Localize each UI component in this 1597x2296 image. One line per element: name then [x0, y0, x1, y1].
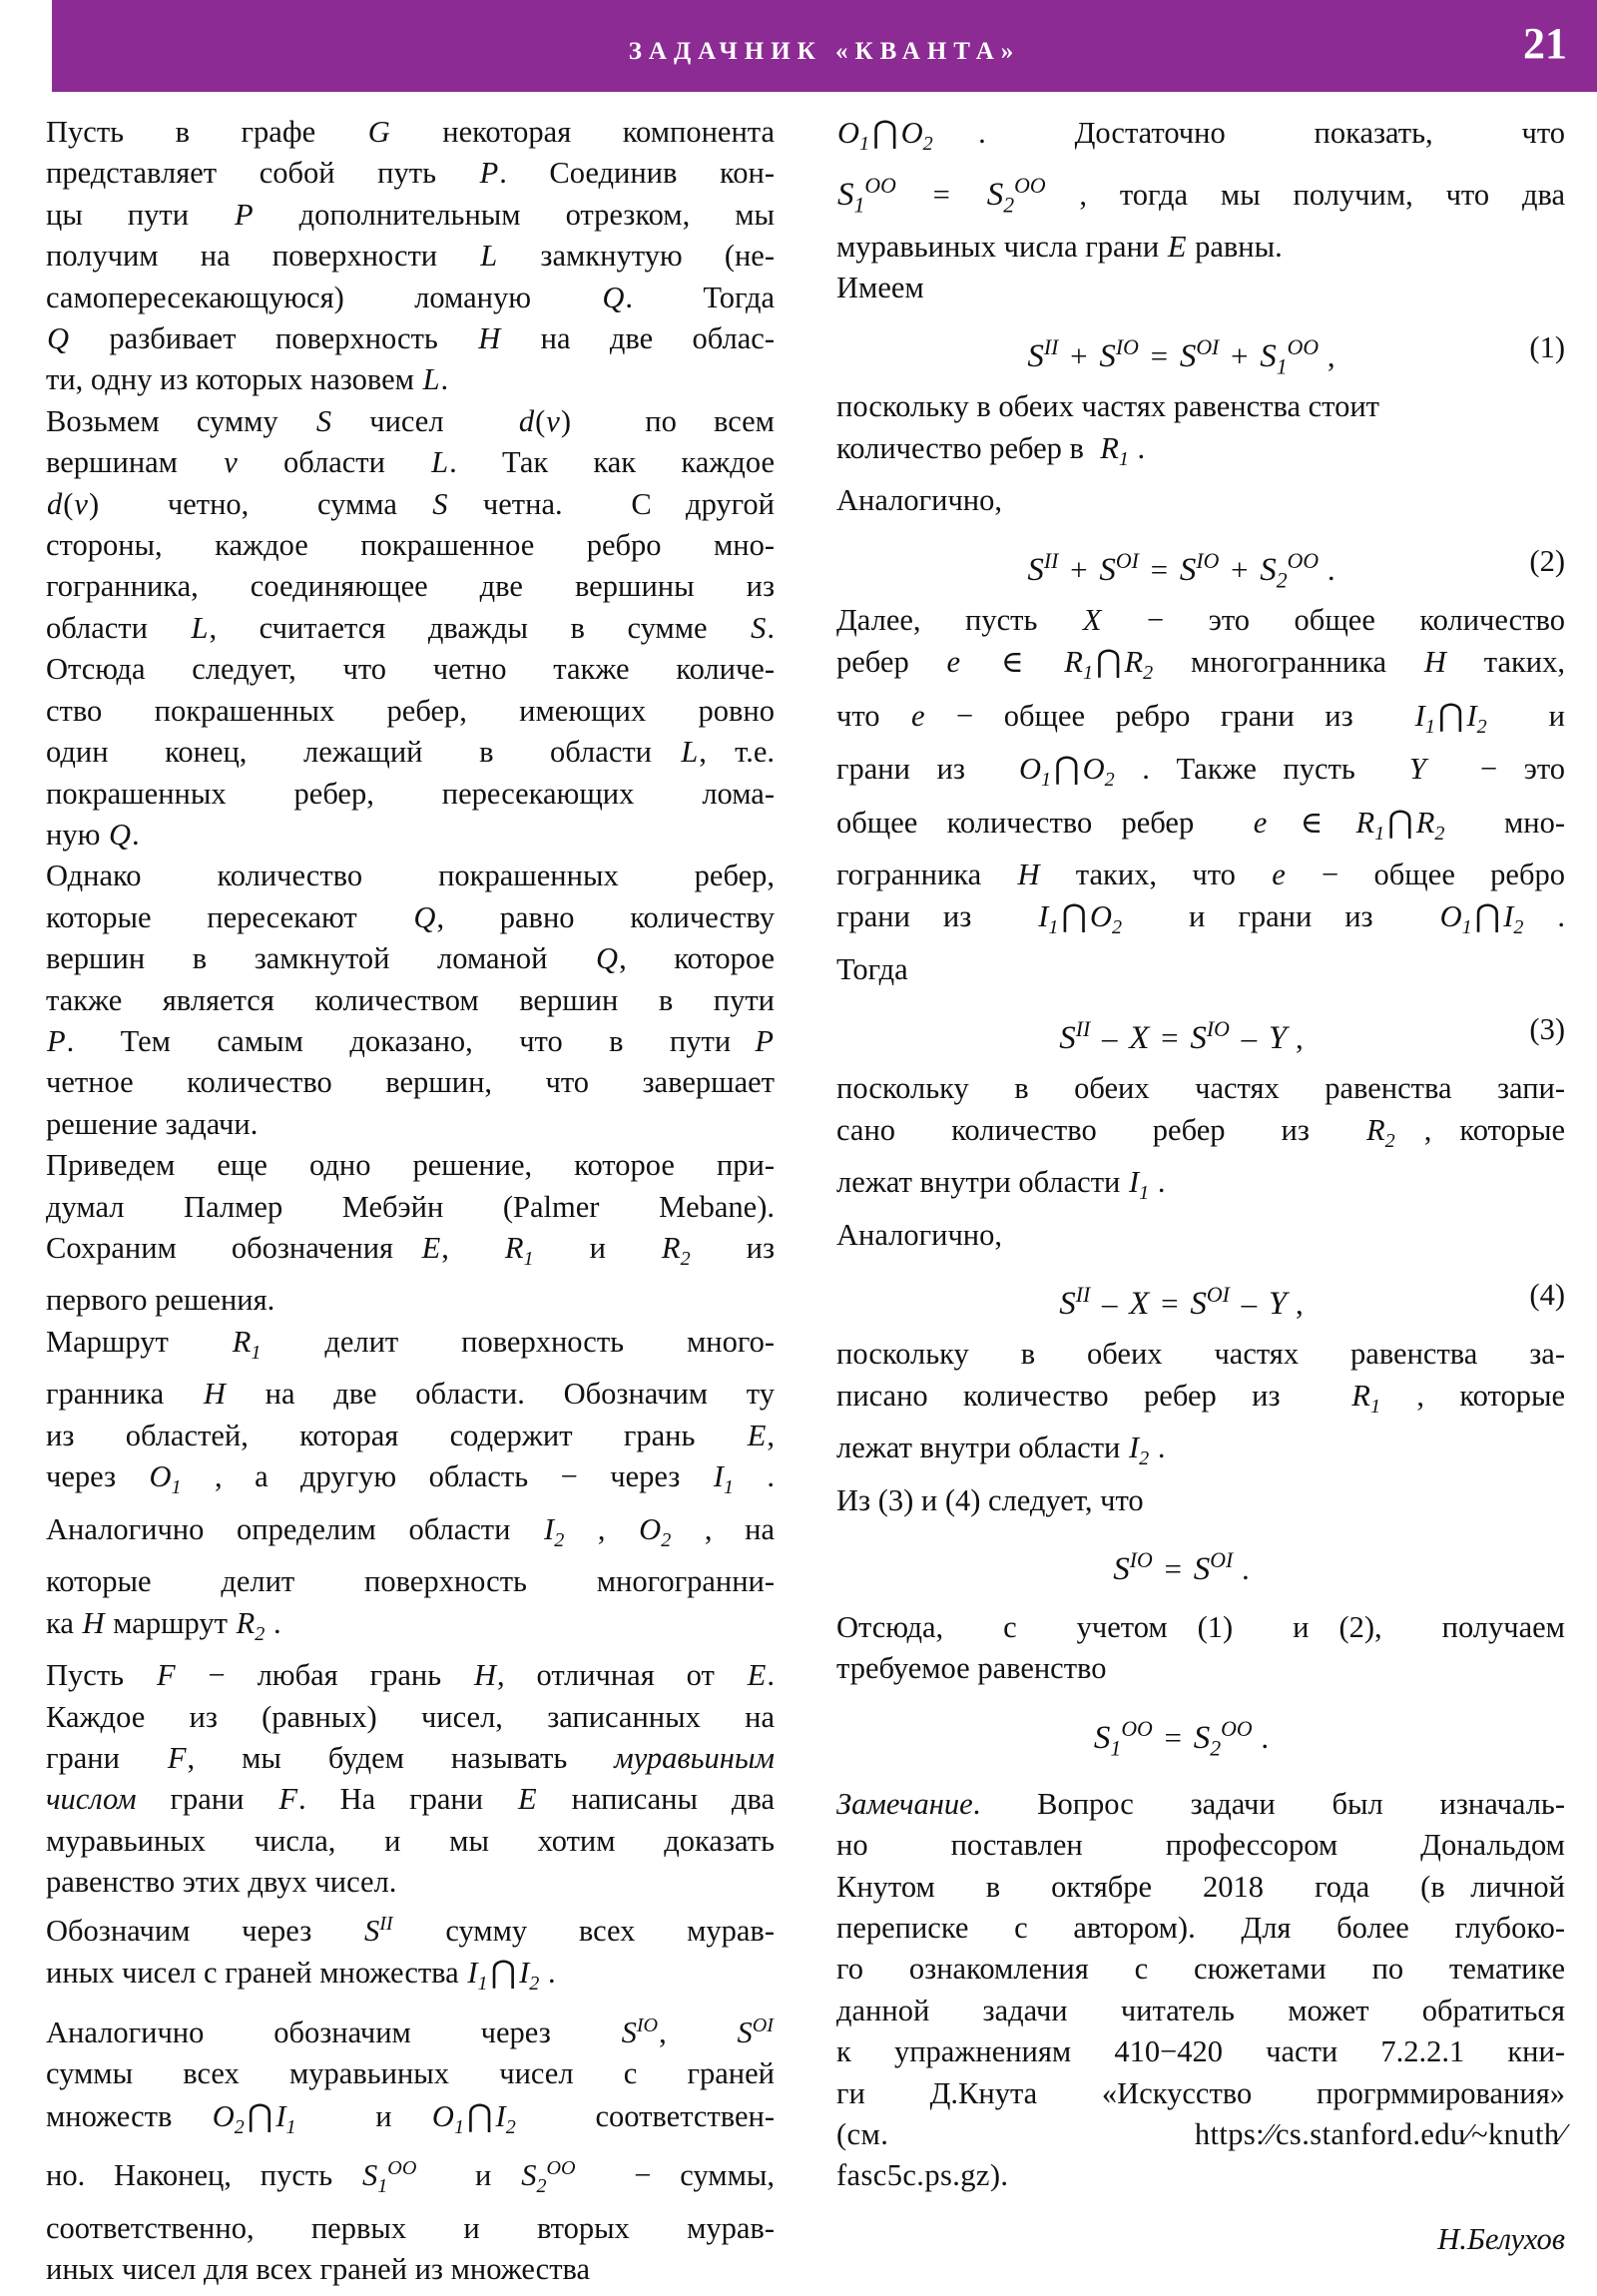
after-eq5-line2: требуемое равенство — [836, 1651, 1107, 1686]
paragraph-6: Пусть F − любая грань H, отличная от E. Каждое из (равных) чисел, записанных на грани F, мы будем называть муравьиным числом грани F. На грани E написаны два муравьиных числа, и мы хотим доказать равенство этих двух чисел. — [46, 1658, 775, 1900]
equation-3-body: $S^{II} - X = S^{IO} - Y$ , — [1059, 1017, 1304, 1057]
paragraph-9: $O_1⋂O_2$ . Достаточно показать, что $S_1^{OO} = S_2^{OO}$ , тогда мы получим, что два муравьиных числа грани E равны. Имеем — [836, 115, 1566, 304]
paragraph-2: Возьмем сумму S чисел d(v) по всем вершинам v области L. Так как каждое d(v) четно, сумма S четна. С другой стороны, каждое покрашенное ребро мно- гогранника, соединяющее две вершины из области L, считается дважды в сумме S. Отсюда следует, что четно также количе- ство покрашенных ребер, имеющих ровно один конец, лежащий в области L, т.е. покрашенных ребер, пересекающих лома- ную Q. — [46, 403, 775, 852]
page-number: 21 — [1523, 19, 1567, 68]
page-body — [0, 112, 1597, 2288]
equation-3 — [836, 1000, 1565, 1058]
paragraph-13: поскольку в обеих частях равенства за- писано количество ребер из $R_1$ , которые лежат внутри области $I_2$ . Из (3) и (4) следует, что — [836, 1334, 1565, 1521]
equation-1 — [836, 318, 1565, 379]
page-header-band — [52, 0, 1597, 92]
equation-2-number: (2) — [1529, 543, 1565, 578]
page-title: ЗАДАЧНИК «КВАНТА» — [628, 38, 1021, 65]
paragraph-5: Маршрут $R_1$ делит поверхность много- гранника H на две области. Обозначим ту из областей, которая содержит грань E, через $O_1$ , а другую область − через $I_1$ . Аналогично определим области $I_2$ , $O_2$ , на которые делит поверхность многогранни- ка H маршрут $R_2$ . — [46, 1324, 775, 1645]
equation-2-body: $S^{II} + S^{OI} = S^{IO} + S_2^{OO}$ . — [1027, 548, 1335, 593]
equation-6-body: $S_1^{OO} = S_2^{OO}$ . — [1093, 1716, 1270, 1761]
right-column — [836, 112, 1565, 2260]
equation-3-number: (3) — [1529, 1012, 1565, 1047]
equation-4 — [836, 1266, 1565, 1324]
paragraph-14: Отсюда, с учетом (1) и (2), получаем требуемое равенство — [836, 1607, 1565, 1690]
equation-2 — [836, 532, 1565, 593]
paragraph-10: поскольку в обеих частях равенства стоит количество ребер в $R_1$ . Аналогично, — [836, 386, 1565, 521]
remark-label: Замечание — [836, 1786, 973, 1821]
equation-1-body: $S^{II} + S^{IO} = S^{OI} + S_1^{OO}$ , — [1027, 335, 1335, 379]
after-eq2-tail: Тогда — [836, 951, 908, 986]
paragraph-3: Однако количество покрашенных ребер, которые пересекают Q, равно количеству вершин в замкнутой ломаной Q, которое также является количеством вершин в пути P. Тем самым доказано, что в пути P четное количество вершин, что завершает решение задачи. — [46, 859, 775, 1141]
equation-6 — [836, 1700, 1565, 1761]
after-eq1-line1: поскольку в обеих частях равенства стоит — [836, 389, 1380, 424]
equation-5 — [836, 1531, 1565, 1589]
paragraph-11: Далее, пусть X − это общее количество ребер e ∈ $R_1⋂R_2$ многогранника H таких, что e − общее ребро грани из $I_1⋂I_2$ и грани из $O_1⋂O_2$ . Также пусть Y − это общее количество ребер e ∈ $R_1⋂R_2$ мно- гогранника H таких, что e − общее ребро грани из $I_1⋂O_2$ и грани из $O_1⋂I_2$ . Тогда — [836, 600, 1565, 991]
equation-1-number: (1) — [1529, 330, 1565, 365]
after-eq3-line1: поскольку в обеих частях равенства запи- — [836, 1071, 1565, 1106]
left-column — [46, 112, 775, 2291]
equation-4-number: (4) — [1529, 1278, 1565, 1313]
paragraph-12: поскольку в обеих частях равенства запи- сано количество ребер из $R_2$ , которые лежат внутри области $I_1$ . Аналогично, — [836, 1068, 1565, 1256]
after-eq3-line4: Аналогично, — [836, 1217, 1002, 1252]
paragraph-8: Аналогично обозначим через $S^{IO}$, $S^{OI}$ суммы всех муравьиных чисел с граней множеств $O_2⋂I_1$ и $O_1⋂I_2$ соответствен- но. Наконец, пусть $S_1^{OO}$ и $S_2^{OO}$ − суммы, соответственно, первых и вторых мурав- иных чисел для всех граней из множества — [46, 2013, 776, 2287]
after-eq4-line4: Из (3) и (4) следует, что — [836, 1482, 1144, 1517]
after-eq1-line3: Аналогично, — [836, 483, 1002, 518]
paragraph-1: Пусть в графе G некоторая компонента представляет собой путь P. Соединив кон- цы пути P дополнительным отрезком, мы получим на поверхности L замкнутую (не- самопересекающуюся) ломаную Q. Тогда Q разбивает поверхность H на две облас- ти, одну из которых назовем L. — [46, 115, 776, 397]
equation-5-body: $S^{IO} = S^{OI}$ . — [1113, 1547, 1250, 1587]
remark-paragraph: Замечание. Вопрос задачи был изначаль- но поставлен профессором Дональдом Кнутом в октябре 2018 года (в личной переписке с автором). Для более глубоко- го ознакомления с сюжетами по тематике данной задачи читатель может обратиться к упражнениям 410−420 части 7.2.2.1 кни- ги Д.Кнута «Искусство прогрммирования» (см. https:∕∕cs.stanford.edu∕~knuth∕ fasc5c.ps.gz). — [836, 1786, 1565, 2193]
equation-4-body: $S^{II} - X = S^{OI} - Y$ , — [1059, 1283, 1304, 1323]
paragraph-7: Обозначим через $S^{II}$ сумму всех мурав- иных чисел с граней множества $I_1⋂I_2$ . — [46, 1912, 775, 1996]
paragraph-4: Приведем еще одно решение, которое при- думал Палмер Мебэйн (Palmer Mebane). Сохраним обозначения E, $R_1$ и $R_2$ из первого решения. — [46, 1148, 776, 1318]
after-eq4-line1: поскольку в обеих частях равенства за- — [836, 1337, 1565, 1372]
author-signature: Н.Белухов — [1437, 2221, 1565, 2256]
